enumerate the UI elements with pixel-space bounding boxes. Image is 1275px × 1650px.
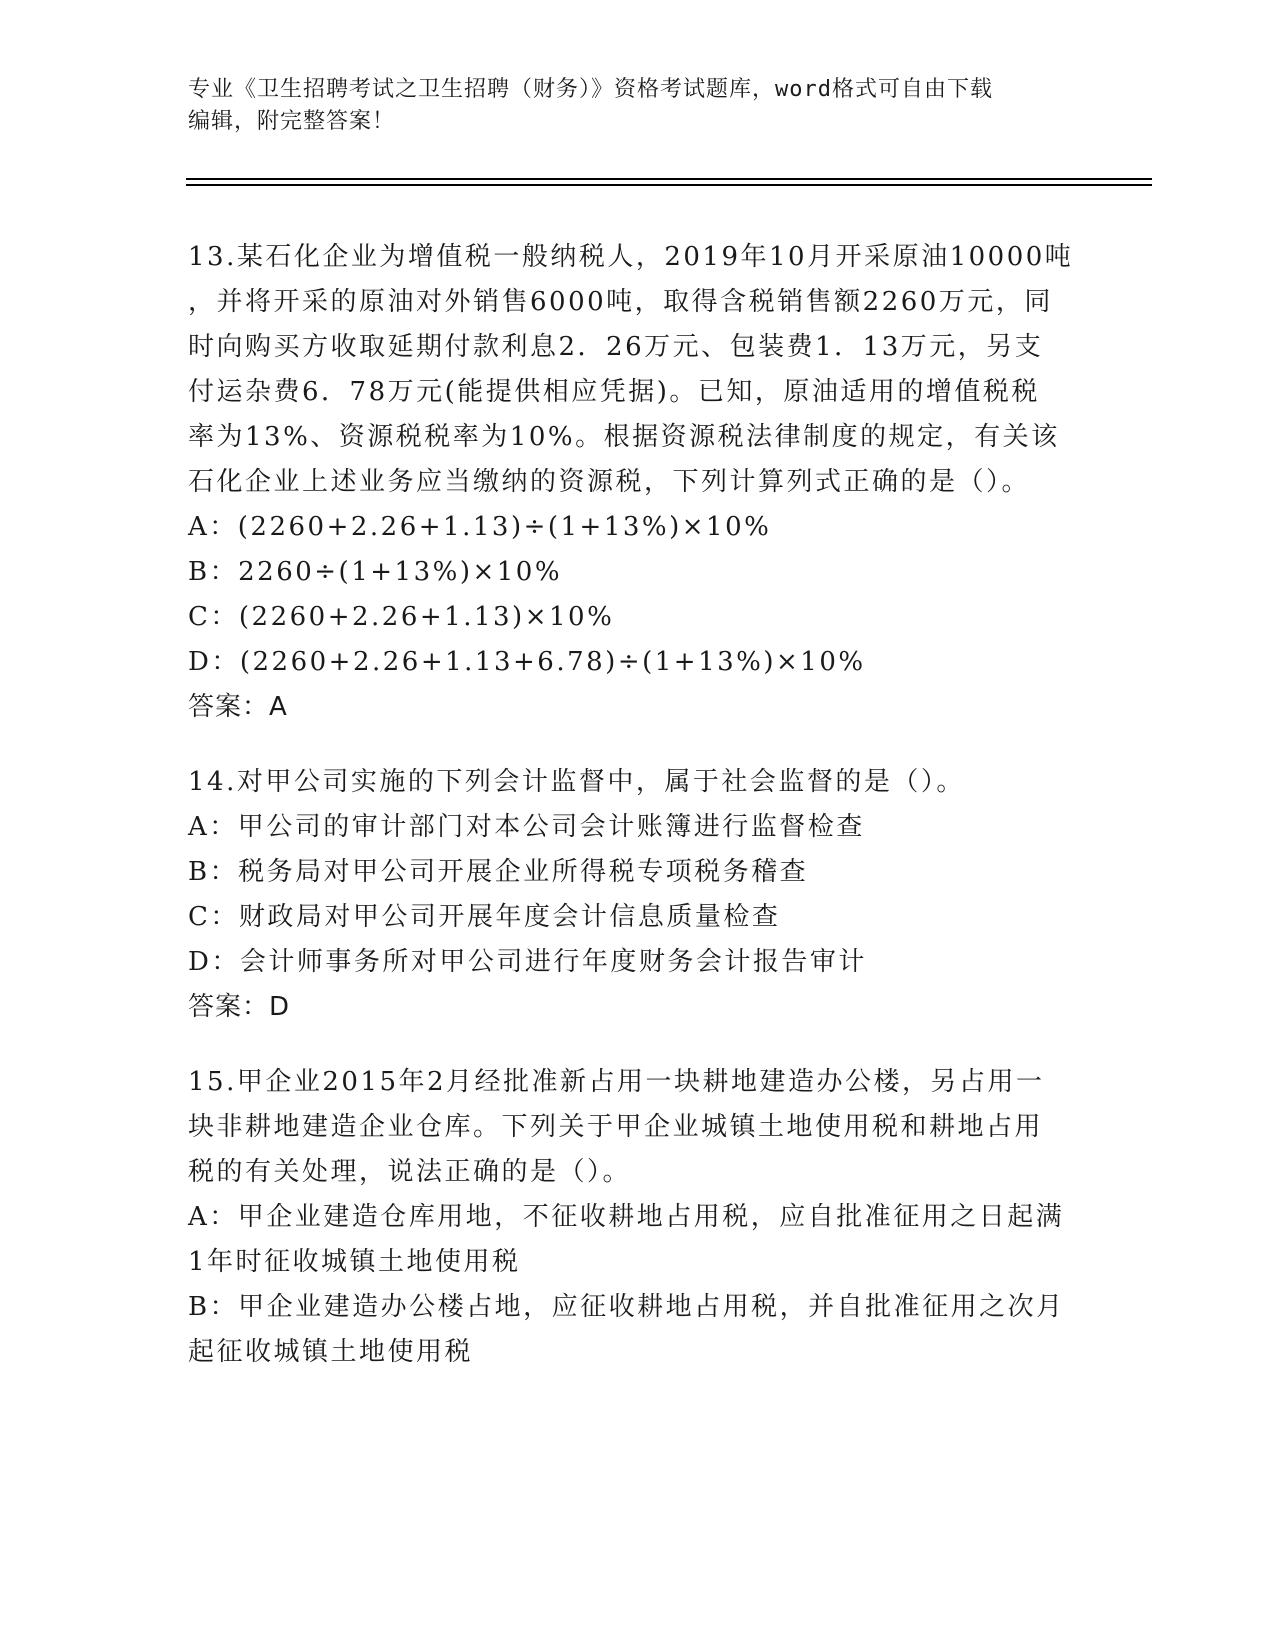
option-b: B：税务局对甲公司开展企业所得税专项税务稽查: [188, 857, 809, 887]
question-14: [188, 760, 1078, 1030]
question-text-line: 税的有关处理，说法正确的是（）。: [188, 1157, 632, 1187]
header-line-2: 编辑，附完整答案！: [188, 109, 396, 134]
question-list: [188, 235, 1078, 1405]
question-text-line: ，并将开采的原油对外销售6000吨，取得含税销售额2260万元，同: [188, 287, 1053, 317]
option-c: C：(2260+2.26+1.13)×10%: [188, 602, 615, 632]
question-text-line: 13.某石化企业为增值税一般纳税人，2019年10月开采原油10000吨: [188, 242, 1074, 272]
option-a: A：(2260+2.26+1.13)÷(1+13%)×10%: [188, 512, 772, 542]
question-text-line: 石化企业上述业务应当缴纳的资源税，下列计算列式正确的是（）。: [188, 467, 1031, 497]
header-rule-top: [186, 178, 1152, 180]
question-text-line: 率为13%、资源税税率为10%。根据资源税法律制度的规定，有关该: [188, 422, 1060, 452]
header-rule-bottom: [186, 184, 1152, 186]
option-d: D：会计师事务所对甲公司进行年度财务会计报告审计: [188, 947, 867, 977]
document-header: [188, 74, 1078, 138]
option-b: B：甲企业建造办公楼占地，应征收耕地占用税，并自批准征用之次月: [188, 1292, 1065, 1322]
option-a-continued: 1年时征收城镇土地使用税: [188, 1247, 521, 1277]
question-13: [188, 235, 1078, 730]
option-b-continued: 起征收城镇土地使用税: [188, 1337, 474, 1367]
option-c: C：财政局对甲公司开展年度会计信息质量检查: [188, 902, 781, 932]
question-text-line: 块非耕地建造企业仓库。下列关于甲企业城镇土地使用税和耕地占用: [188, 1112, 1044, 1142]
option-a: A：甲公司的审计部门对本公司会计账簿进行监督检查: [188, 812, 865, 842]
question-text-line: 14.对甲公司实施的下列会计监督中，属于社会监督的是（）。: [188, 767, 965, 797]
option-d: D：(2260+2.26+1.13+6.78)÷(1+13%)×10%: [188, 647, 866, 677]
option-b: B：2260÷(1+13%)×10%: [188, 557, 563, 587]
header-line-1: 专业《卫生招聘考试之卫生招聘（财务）》资格考试题库，word格式可自由下载: [188, 77, 993, 102]
question-text-line: 时向购买方收取延期付款利息2．26万元、包装费1．13万元，另支: [188, 332, 1044, 362]
question-text-line: 15.甲企业2015年2月经批准新占用一块耕地建造办公楼，另占用一: [188, 1067, 1045, 1097]
question-text-line: 付运杂费6．78万元(能提供相应凭据)。已知，原油适用的增值税税: [188, 377, 1040, 407]
answer-label: 答案：A: [188, 692, 288, 722]
option-a: A：甲企业建造仓库用地，不征收耕地占用税，应自批准征用之日起满: [188, 1202, 1065, 1232]
answer-label: 答案：D: [188, 992, 291, 1022]
question-15: [188, 1060, 1078, 1375]
